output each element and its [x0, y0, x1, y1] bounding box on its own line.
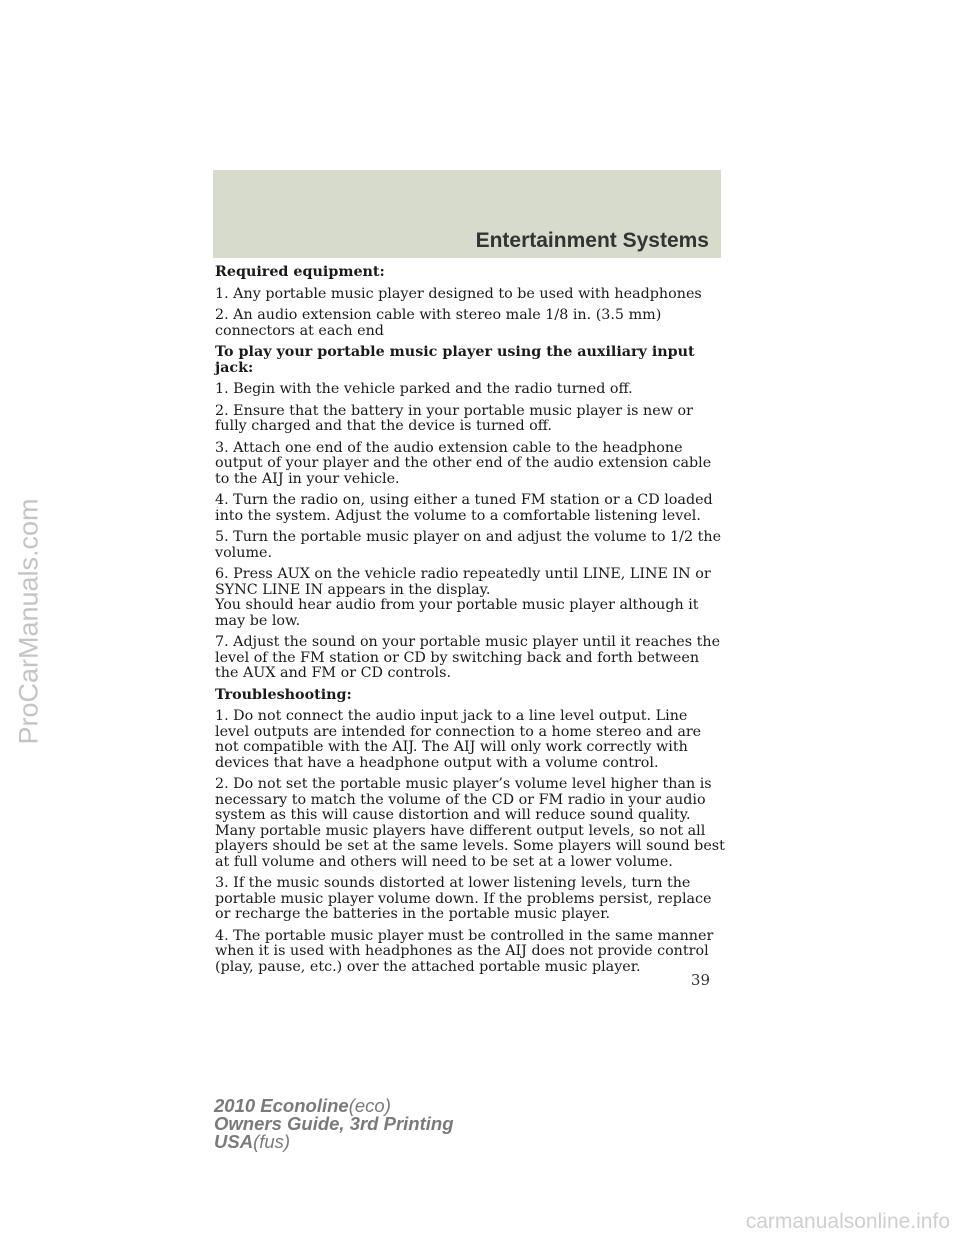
footer-line-guide: Owners Guide, 3rd Printing [214, 1113, 454, 1134]
paragraph: 2. An audio extension cable with stereo male 1/8 in. (3.5 mm) connectors at each end [215, 307, 662, 339]
footer-region: USA [214, 1131, 254, 1152]
bottom-watermark: carmanualsonline.info [745, 1210, 950, 1233]
paragraph: 2. Do not set the portable music player’s volume level higher than is necessary to match the volume of the CD or FM radio in your audio system as this will cause distortion and will reduce sound quality. Many portable music players have different output levels, so not all players should be set at the same levels. Some players will sound best at full volume and others will need to be set at a lower volume. [215, 776, 725, 870]
paragraph: 1. Any portable music player designed to be used with headphones [215, 285, 702, 302]
footer [214, 1097, 454, 1151]
paragraph: 4. Turn the radio on, using either a tuned FM station or a CD loaded into the system. Adjust the volume to a comfortable listening level. [215, 492, 713, 524]
footer-model: 2010 Econoline [214, 1095, 349, 1116]
section-header-band [213, 170, 721, 258]
paragraph: 3. Attach one end of the audio extension cable to the headphone output of your player and the other end of the audio extension cable to the AIJ in your vehicle. [215, 439, 712, 487]
section-title: Entertainment Systems [475, 229, 709, 252]
paragraph: 7. Adjust the sound on your portable music player until it reaches the level of the FM station or CD by switching back and forth between the AUX and FM or CD controls. [215, 634, 721, 681]
footer-model-code: (eco) [348, 1095, 391, 1116]
footer-line-region [214, 1133, 454, 1151]
paragraph: 3. If the music sounds distorted at lower listening levels, turn the portable music player volume down. If the problems persist, replace or recharge the batteries in the portable music player. [215, 875, 712, 922]
subheading-how-to-play: To play your portable music player using the auxiliary input jack: [215, 344, 695, 376]
page-content [215, 265, 725, 981]
paragraph: 5. Turn the portable music player on and adjust the volume to 1/2 the volume. [215, 529, 722, 561]
side-watermark-text: ProCarManuals.com [13, 497, 44, 745]
subheading-required-equipment: Required equipment: [215, 264, 385, 280]
footer-region-code: (fus) [253, 1131, 291, 1152]
subheading-troubleshooting: Troubleshooting: [215, 686, 352, 703]
side-watermark [4, 0, 54, 1242]
paragraph: 6. Press AUX on the vehicle radio repeatedly until LINE, LINE IN or SYNC LINE IN appears in the display. You should hear audio from your portable music player although it may be low. [215, 566, 711, 629]
paragraph: 1. Do not connect the audio input jack to a line level output. Line level outputs are intended for connection to a home stereo and are not compatible with the AIJ. The AIJ will only work correctly with devices that have a headphone output with a volume control. [215, 708, 702, 771]
paragraph: 1. Begin with the vehicle parked and the radio turned off. [215, 381, 633, 397]
page-number: 39 [690, 971, 710, 989]
paragraph: 2. Ensure that the battery in your portable music player is new or fully charged and that the device is turned off. [215, 402, 693, 434]
paragraph: 4. The portable music player must be controlled in the same manner when it is used with headphones as the AIJ does not provide control (play, pause, etc.) over the attached portable music player. [215, 927, 714, 975]
